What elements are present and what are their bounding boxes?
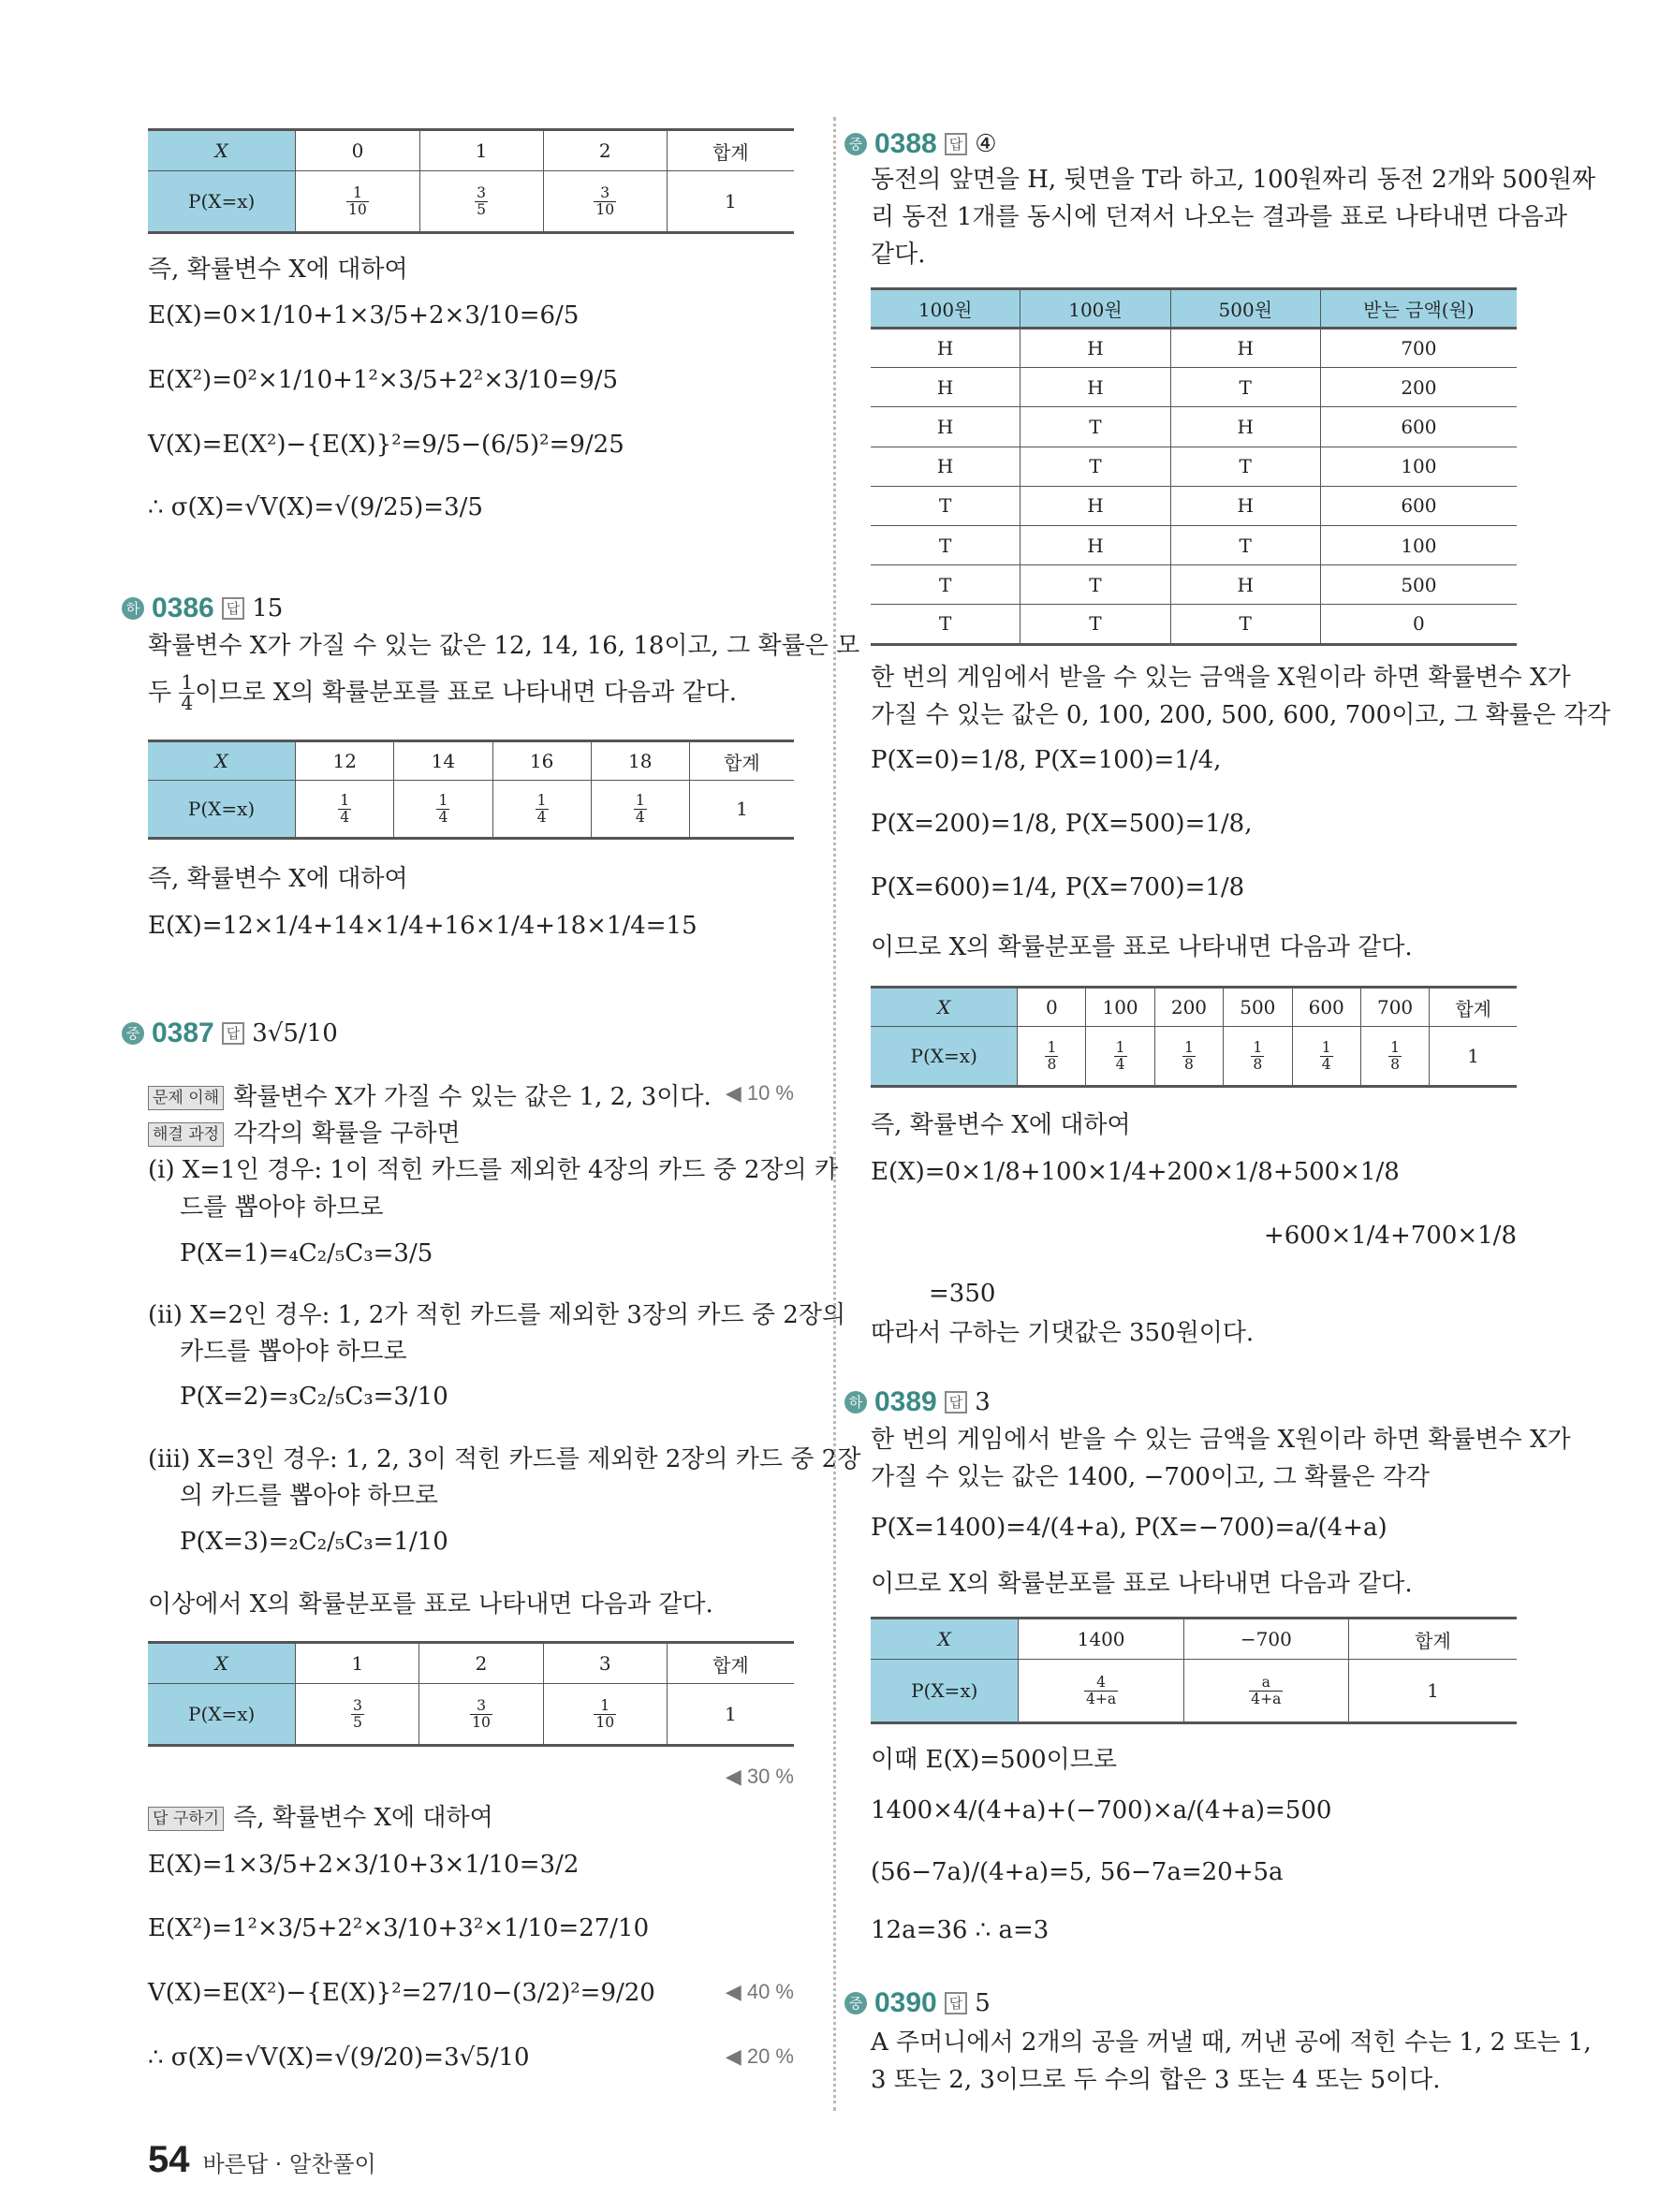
distribution-table-0: X 0 1 2 합계 P(X=x) $\frac{1}{10}$ $\frac{3}{5}$ $\frac{3}{10}$ 1 [148, 128, 794, 234]
problem-header-0388 [844, 128, 997, 160]
table-cell: T [871, 565, 1020, 605]
problem-number: 0387 [152, 1018, 214, 1048]
answer-badge: 답 [945, 1391, 968, 1414]
equation: V(X)=E(X²)−{E(X)}²=27/10−(3/2)²=9/20 [148, 1979, 655, 2007]
equation: P(X=600)=1/4, P(X=700)=1/8 [871, 873, 1245, 901]
level-badge: 하 [844, 1391, 867, 1414]
distribution-table-0387: X 1 2 3 합계 P(X=x) $\frac{3}{5}$ $\frac{3}{10}$ $\frac{1}{10}$ 1 [148, 1641, 794, 1747]
table-cell: T [1170, 525, 1320, 564]
text: 즉, 확률변수 X에 대하여 [148, 256, 408, 284]
equation: V(X)=E(X²)−{E(X)}²=9/5−(6/5)²=9/25 [148, 431, 624, 459]
problem-number: 0390 [874, 1987, 937, 2018]
text: 이상에서 X의 확률분포를 표로 나타내면 다음과 같다. [148, 1590, 713, 1619]
answer-value: 3√5/10 [252, 1019, 338, 1047]
text: 한 번의 게임에서 받을 수 있는 금액을 X원이라 하면 확률변수 X가 [871, 664, 1571, 692]
column-divider [833, 117, 836, 2111]
table-cell: 0 [1320, 605, 1517, 644]
score-percent: ◀ 40 % [725, 1980, 794, 2003]
text: 즉, 확률변수 X에 대하여 [148, 865, 408, 893]
equation: 1400×4/(4+a)+(−700)×a/(4+a)=500 [871, 1796, 1332, 1824]
level-badge: 중 [844, 1992, 867, 2014]
table-cell: 500 [1320, 565, 1517, 605]
equation: E(X)=0×1/8+100×1/4+200×1/8+500×1/8 [871, 1158, 1400, 1186]
table-cell: T [1020, 565, 1170, 605]
table-row [871, 525, 1517, 564]
table-cell: H [1170, 565, 1320, 605]
page-number: 54 [148, 2139, 190, 2180]
table-cell: H [1170, 407, 1320, 447]
equation: 12a=36 ∴ a=3 [871, 1916, 1050, 1944]
table-cell: H [1170, 329, 1320, 368]
table-cell: 600 [1320, 407, 1517, 447]
table-cell: 600 [1320, 486, 1517, 525]
table-cell: T [871, 605, 1020, 644]
table-cell: H [1020, 486, 1170, 525]
table-row [871, 486, 1517, 525]
text: 확률변수 X가 가질 수 있는 값은 12, 14, 16, 18이고, 그 확률은 모 [148, 632, 860, 660]
table-cell: H [1020, 329, 1170, 368]
score-percent: ◀ 30 % [725, 1765, 794, 1788]
page-footer [148, 2139, 376, 2181]
text: (ⅱ) X=2인 경우: 1, 2가 적힌 카드를 제외한 3장의 카드 중 2장의 [148, 1301, 846, 1329]
table-cell: T [1170, 447, 1320, 486]
book-title: 바른답 · 알찬풀이 [202, 2151, 376, 2177]
equation: E(X²)=0²×1/10+1²×3/5+2²×3/10=9/5 [148, 366, 619, 394]
answer-value: 15 [252, 594, 284, 623]
problem-number: 0388 [874, 128, 937, 159]
equation: ∴ σ(X)=√V(X)=√(9/20)=3√5/10 [148, 2044, 530, 2072]
level-badge: 중 [844, 133, 867, 155]
text: 즉, 확률변수 X에 대하여 [871, 1111, 1131, 1139]
text: 가질 수 있는 값은 1400, −700이고, 그 확률은 각각 [871, 1463, 1430, 1491]
text: 한 번의 게임에서 받을 수 있는 금액을 X원이라 하면 확률변수 X가 [871, 1426, 1571, 1454]
answer-badge: 답 [222, 597, 245, 620]
coin-table: 100원 100원 500원 받는 금액(원) [871, 287, 1517, 330]
equation: P(X=3)=₂C₂/₅C₃=1/10 [180, 1528, 448, 1556]
distribution-table-0386: X 12 14 16 18 합계 P(X=x) $\frac{1}{4}$ $\frac{1}{4}$ $\frac{1}{4}$ $\frac{1}{4}$ 1 [148, 740, 794, 840]
equation: E(X)=0×1/10+1×3/5+2×3/10=6/5 [148, 301, 580, 330]
table-cell: T [1020, 447, 1170, 486]
table-cell: T [871, 525, 1020, 564]
problem-header-0389 [844, 1386, 991, 1418]
problem-header-0386 [122, 593, 283, 624]
answer-badge: 답 [945, 1992, 968, 2014]
equation: P(X=1400)=4/(4+a), P(X=−700)=a/(4+a) [871, 1514, 1387, 1542]
step: 답 구하기 즉, 확률변수 X에 대하여 [148, 1802, 493, 1834]
table-cell: 200 [1320, 368, 1517, 407]
equation: E(X²)=1²×3/5+2²×3/10+3²×1/10=27/10 [148, 1914, 650, 1942]
text: 두 $\frac{1}{4}$ 이므로 X의 확률분포를 표로 나타내면 다음과 같다. [148, 671, 737, 715]
equation: P(X=2)=₃C₂/₅C₃=3/10 [180, 1383, 448, 1411]
answer-value: 3 [975, 1388, 991, 1416]
text: 동전의 앞면을 H, 뒷면을 T라 하고, 100원짜리 동전 2개와 500원짜 [871, 166, 1596, 194]
table-cell: 100 [1320, 525, 1517, 564]
level-badge: 하 [122, 597, 144, 620]
problem-header-0387 [122, 1018, 338, 1049]
equation: P(X=0)=1/8, P(X=100)=1/4, [871, 746, 1222, 774]
equation: P(X=1)=₄C₂/₅C₃=3/5 [180, 1239, 433, 1267]
text: 의 카드를 뽑아야 하므로 [180, 1482, 438, 1510]
table-cell: H [871, 447, 1020, 486]
problem-header-0390 [844, 1987, 991, 2019]
score-percent: ◀ 10 % [725, 1081, 794, 1105]
table-cell: H [871, 368, 1020, 407]
table-row [871, 447, 1517, 486]
step: 해결 과정 각각의 확률을 구하면 [148, 1118, 461, 1150]
equation: E(X)=1×3/5+2×3/10+3×1/10=3/2 [148, 1851, 580, 1879]
level-badge: 중 [122, 1022, 144, 1045]
text: 가질 수 있는 값은 0, 100, 200, 500, 600, 700이고, 그 확률은 각각 [871, 701, 1611, 729]
table-row [871, 605, 1517, 644]
answer-badge: 답 [222, 1022, 245, 1045]
distribution-table-0388: X 0 100 200 500 600 700 합계 P(X=x) $\frac{1}{8}$ $\frac{1}{4}$ $\frac{1}{8}$ $\frac{1}{8}$ $\frac{1}{4}$ $\frac{1}{8}$ 1 [871, 986, 1517, 1088]
table-cell: T [1170, 605, 1320, 644]
table-cell: H [871, 407, 1020, 447]
text: 이므로 X의 확률분포를 표로 나타내면 다음과 같다. [871, 933, 1413, 961]
table-cell: T [1020, 407, 1170, 447]
coin-table-body [871, 327, 1517, 646]
table-cell: H [1020, 368, 1170, 407]
equation: (56−7a)/(4+a)=5, 56−7a=20+5a [871, 1858, 1284, 1886]
answer-badge: 답 [945, 133, 968, 155]
equation: P(X=200)=1/8, P(X=500)=1/8, [871, 810, 1253, 838]
table-cell: 700 [1320, 329, 1517, 368]
step: 문제 이해 확률변수 X가 가질 수 있는 값은 1, 2, 3이다. [148, 1081, 712, 1113]
table-cell: T [871, 486, 1020, 525]
text: (ⅰ) X=1인 경우: 1이 적힌 카드를 제외한 4장의 카드 중 2장의 카 [148, 1156, 839, 1184]
equation: =350 [929, 1280, 996, 1308]
table-cell: H [871, 329, 1020, 368]
table-row [871, 368, 1517, 407]
answer-value: ④ [975, 130, 997, 158]
text: 3 또는 2, 3이므로 두 수의 합은 3 또는 4 또는 5이다. [871, 2066, 1441, 2094]
equation: ∴ σ(X)=√V(X)=√(9/25)=3/5 [148, 493, 483, 521]
table-cell: 100 [1320, 447, 1517, 486]
problem-number: 0386 [152, 593, 214, 623]
text: 같다. [871, 241, 926, 269]
text: 카드를 뽑아야 하므로 [180, 1338, 407, 1366]
text: 드를 뽑아야 하므로 [180, 1194, 384, 1222]
text: 리 동전 1개를 동시에 던져서 나오는 결과를 표로 나타내면 다음과 [871, 203, 1567, 231]
distribution-table-0389: X 1400 −700 합계 P(X=x) $\frac{4}{4+a}$ $\frac{a}{4+a}$ 1 [871, 1617, 1517, 1724]
equation: +600×1/4+700×1/8 [1263, 1222, 1517, 1250]
table-row [871, 565, 1517, 605]
answer-value: 5 [975, 1989, 991, 2017]
score-percent: ◀ 20 % [725, 2044, 794, 2068]
text: (ⅲ) X=3인 경우: 1, 2, 3이 적힌 카드를 제외한 2장의 카드 중 2장 [148, 1445, 861, 1473]
table-cell: T [1020, 605, 1170, 644]
text: 이때 E(X)=500이므로 [871, 1746, 1118, 1774]
table-row [871, 329, 1517, 368]
text: 따라서 구하는 기댓값은 350원이다. [871, 1319, 1255, 1347]
text: 이므로 X의 확률분포를 표로 나타내면 다음과 같다. [871, 1570, 1413, 1598]
table-cell: H [1170, 486, 1320, 525]
table-cell: H [1020, 525, 1170, 564]
equation: E(X)=12×1/4+14×1/4+16×1/4+18×1/4=15 [148, 912, 697, 940]
table-row [871, 407, 1517, 447]
table-cell: T [1170, 368, 1320, 407]
problem-number: 0389 [874, 1386, 937, 1417]
text: A 주머니에서 2개의 공을 꺼낼 때, 꺼낸 공에 적힌 수는 1, 2 또는 1, [871, 2029, 1592, 2057]
